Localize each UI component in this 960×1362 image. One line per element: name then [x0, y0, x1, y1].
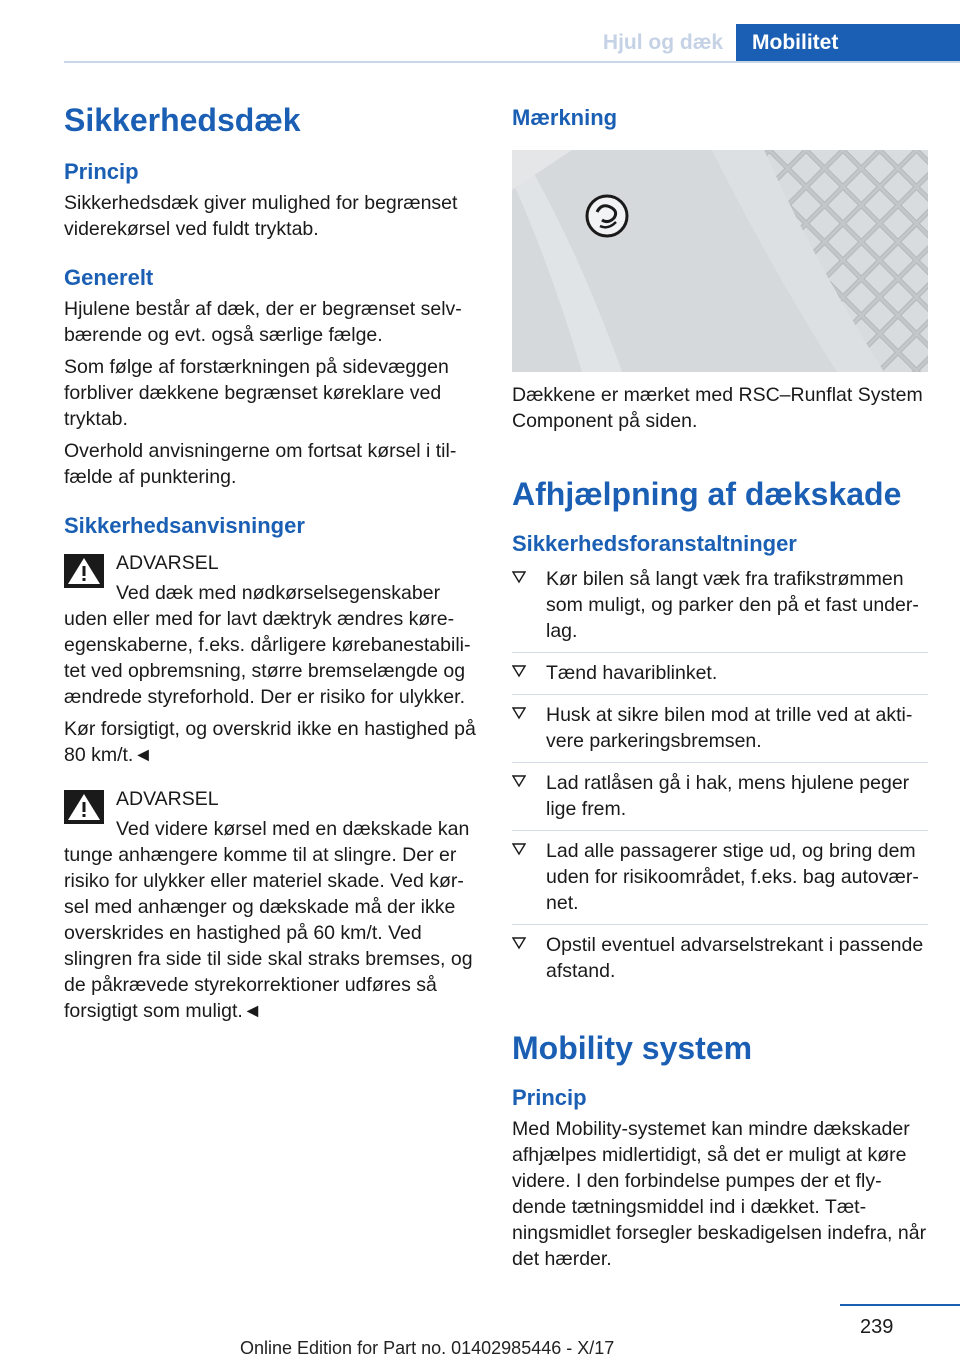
warning-text: Ved videre kørsel med en dækskade kan tunge anhængere komme til at slingre. Der er risiko for ulykker eller materiel skade. Ved kørsel med anhænger og dækskade må der ikke overskrides en hastighed på 60 km/t. Ved slingren fra side til side skal straks bremses, og de påkrævede styrekorrektioner udføres så forsigtigt som muligt.◄ [64, 818, 473, 1022]
triangle-bullet-icon [512, 664, 526, 678]
warning-block-2 [64, 786, 480, 1024]
list-item [512, 702, 928, 754]
right-column [512, 100, 928, 1272]
generelt-paragraph-3: Overhold anvisningerne om fortsat kørsel i tilfælde af punktering. [64, 440, 457, 488]
list-item [512, 770, 928, 822]
list-divider [512, 652, 928, 653]
list-item-text: Tænd havariblinket. [546, 662, 718, 684]
generelt-heading: Generelt [64, 265, 154, 290]
list-item [512, 932, 928, 984]
warning-text: Ved dæk med nødkørselsegenskaber uden eller med for lavt dæktryk ændres køreegenskaberne, f.eks. dårligere kørebanestabilitet ved opbremsning, større bremselængde og ændrede styreforhold. Der er risiko for ulykker. [64, 582, 471, 708]
list-divider [512, 762, 928, 763]
footer-rule [840, 1304, 960, 1306]
list-item [512, 838, 928, 916]
left-column [64, 100, 480, 1024]
generelt-paragraph-2: Som følge af forstærkningen på sidevæggen forbliver dækkene begrænset køreklare ved tryktab. [64, 356, 449, 430]
safety-steps-list [512, 566, 928, 984]
tire-marking-figure [512, 150, 928, 372]
mobility-title: Mobility system [512, 1030, 753, 1066]
afhjaelpning-title: Afhjælpning af dækskade [512, 476, 902, 512]
list-divider [512, 830, 928, 831]
list-item-text: Kør bilen så langt væk fra trafikstrømmen som muligt, og parker den på et fast underlag. [546, 568, 919, 642]
warning-label: ADVARSEL [116, 552, 219, 574]
triangle-bullet-icon [512, 706, 526, 720]
list-item [512, 660, 928, 686]
warning-triangle-icon [64, 554, 104, 588]
princip-heading: Princip [64, 159, 139, 184]
list-divider [512, 924, 928, 925]
warning-triangle-icon [64, 790, 104, 824]
maerkning-caption: Dækkene er mærket med RSC–Runflat System Component på siden. [512, 384, 923, 432]
warning-label: ADVARSEL [116, 788, 219, 810]
mobility-princip-text: Med Mobility-systemet kan mindre dækskader afhjælpes midlertidigt, så det er muligt at køre videre. I den forbindelse pumpes der et flydende tætningsmiddel ind i dækket. Tætningsmidlet forsegler beskadigelsen indefra, når det hærder. [512, 1118, 927, 1270]
maerkning-heading: Mærkning [512, 105, 618, 130]
list-item-text: Lad ratlåsen gå i hak, mens hjulene peger lige frem. [546, 772, 910, 820]
triangle-bullet-icon [512, 774, 526, 788]
anvisninger-heading: Sikkerhedsanvisninger [64, 513, 305, 538]
mobility-princip-heading: Princip [512, 1085, 587, 1110]
edition-footer: Online Edition for Part no. 01402985446 - X/17 [240, 1338, 615, 1358]
page-number: 239 [860, 1316, 894, 1338]
list-item-text: Lad alle passagerer stige ud, og bring dem uden for risikoområdet, f.eks. bag autoværnet. [546, 840, 919, 914]
warning-block-1 [64, 550, 480, 768]
generelt-paragraph-1: Hjulene består af dæk, der er begrænset selvbærende og evt. også særlige fælge. [64, 298, 462, 346]
princip-text: Sikkerhedsdæk giver mulighed for begrænset viderekørsel ved fuldt tryktab. [64, 192, 458, 240]
section-title: Sikkerhedsdæk [64, 102, 301, 138]
chapter-tab: Mobilitet [736, 24, 960, 62]
section-tab: Hjul og dæk [602, 31, 724, 54]
list-divider [512, 694, 928, 695]
warning-note: Kør forsigtigt, og overskrid ikke en hastighed på 80 km/t.◄ [64, 718, 476, 766]
triangle-bullet-icon [512, 570, 526, 584]
list-item-text: Opstil eventuel advarselstrekant i passende afstand. [546, 934, 924, 982]
tire-illustration [512, 150, 928, 372]
triangle-bullet-icon [512, 842, 526, 856]
list-item [512, 566, 928, 644]
sikkerhedsforanstaltninger-heading: Sikkerhedsforanstaltninger [512, 531, 797, 556]
list-item-text: Husk at sikre bilen mod at trille ved at aktivere parkeringsbremsen. [546, 704, 913, 752]
triangle-bullet-icon [512, 936, 526, 950]
header-rule [64, 61, 960, 63]
